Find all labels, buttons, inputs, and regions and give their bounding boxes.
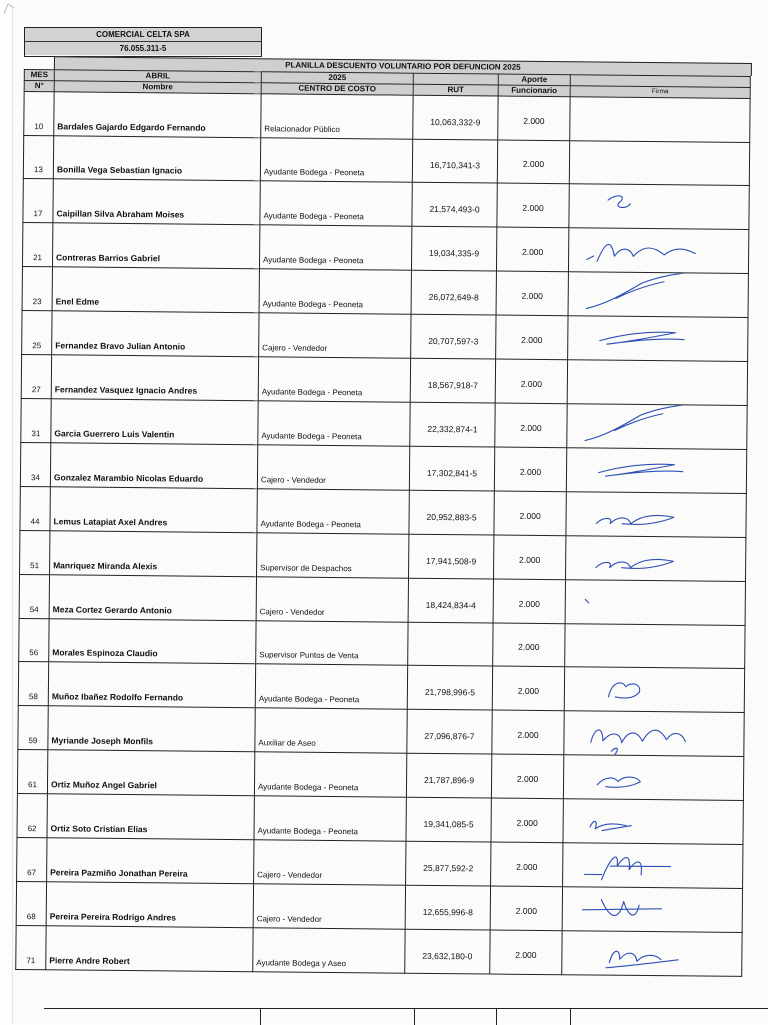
table-row <box>20 442 746 493</box>
contribution-amount: 2.000 <box>495 403 567 448</box>
row-number: 23 <box>22 266 52 310</box>
contribution-amount: 2.000 <box>498 96 570 140</box>
contribution-amount: 2.000 <box>491 754 563 799</box>
signature-cell[interactable] <box>563 755 743 801</box>
employee-name: Bonilla Vega Sebastian Ignacio <box>53 135 260 180</box>
signature-stroke <box>591 730 686 756</box>
employee-rut: 27,096,876-7 <box>407 709 492 754</box>
deduction-table <box>15 69 751 977</box>
signature-stroke <box>584 857 670 881</box>
employee-name: Morales Espinoza Claudio <box>49 618 256 663</box>
contribution-amount: 2.000 <box>496 271 568 316</box>
contribution-amount: 2.000 <box>495 359 567 403</box>
deduction-sheet <box>15 56 750 977</box>
signature-cell[interactable] <box>567 403 747 449</box>
employee-rut: 16,710,341-3 <box>412 139 497 183</box>
signature-cell[interactable] <box>565 623 745 668</box>
employee-name: Meza Cortez Gerardo Antonio <box>49 574 256 620</box>
cost-center: Ayudante Bodega - Peoneta <box>259 225 411 270</box>
signature-cell[interactable] <box>564 667 744 713</box>
row-number: 34 <box>20 442 50 486</box>
cost-center: Relacionador Público <box>261 94 413 139</box>
signature-cell[interactable] <box>568 228 748 274</box>
handwritten-signature <box>569 228 749 273</box>
header-mes: MES <box>24 70 54 81</box>
row-number: 59 <box>18 705 48 749</box>
cost-center: Ayudante Bodega - Peoneta <box>254 796 406 841</box>
employee-rut <box>408 622 493 666</box>
table-row <box>24 92 750 142</box>
signature-stroke <box>585 599 588 602</box>
signature-stroke <box>596 514 673 524</box>
header-blank <box>413 73 498 85</box>
employee-rut: 12,655,996-8 <box>405 885 490 930</box>
signature-cell[interactable] <box>570 97 750 142</box>
contribution-amount: 2.000 <box>490 886 562 931</box>
employee-rut: 22,332,874-1 <box>410 402 495 447</box>
employee-name: Caipillan Silva Abraham Moises <box>53 179 260 225</box>
table-row <box>18 661 744 712</box>
row-number: 71 <box>16 925 46 969</box>
employee-name: Gonzalez Marambio Nicolas Eduardo <box>50 442 257 488</box>
row-number: 17 <box>23 178 53 222</box>
table-row <box>21 398 747 449</box>
header-nombre: Nombre <box>54 81 261 94</box>
signature-stroke <box>608 196 630 208</box>
handwritten-signature <box>563 887 743 932</box>
signature-stroke <box>608 683 639 698</box>
cost-center: Ayudante Bodega - Peoneta <box>258 357 410 402</box>
table-row <box>19 618 745 668</box>
header-firma: Firma <box>570 86 750 99</box>
row-number: 68 <box>16 881 46 925</box>
handwritten-signature <box>564 711 744 756</box>
employee-rut: 26,072,649-8 <box>411 270 496 315</box>
signature-stroke <box>600 332 684 345</box>
employee-name: Bardales Gajardo Edgardo Fernando <box>54 92 261 137</box>
contribution-amount: 2.000 <box>491 842 563 887</box>
row-number: 21 <box>22 222 52 266</box>
cost-center: Ayudante Bodega - Peoneta <box>260 137 412 182</box>
header-funcionario: Funcionario <box>498 85 570 97</box>
row-number: 44 <box>20 486 50 530</box>
employee-rut: 18,567,918-7 <box>410 358 495 402</box>
employee-name: Myriande Joseph Monfils <box>48 706 255 752</box>
employee-name: Contreras Barrios Gabriel <box>52 223 259 269</box>
employee-name: Ortiz Soto Cristian Elias <box>47 794 254 840</box>
table-row <box>17 749 743 800</box>
employee-rut: 25,877,592-2 <box>406 841 491 886</box>
employee-rut: 17,941,508-9 <box>409 534 494 579</box>
signature-stroke <box>582 899 661 916</box>
signature-stroke <box>587 244 696 262</box>
handwritten-signature <box>564 755 744 800</box>
employee-name: Ortiz Muñoz Angel Gabriel <box>47 750 254 796</box>
signature-cell[interactable] <box>566 447 746 493</box>
signature-stroke <box>597 777 640 788</box>
contribution-amount: 2.000 <box>493 623 565 667</box>
employee-rut: 18,424,834-4 <box>408 578 493 623</box>
table-row <box>22 310 748 361</box>
header-month: ABRIL <box>54 70 261 83</box>
handwritten-signature <box>567 448 747 493</box>
employee-rut: 21,574,493-0 <box>412 182 497 227</box>
company-name: COMERCIAL CELTA SPA <box>25 28 261 41</box>
employee-rut: 19,341,085-5 <box>406 797 491 842</box>
handwritten-signature <box>563 799 743 844</box>
contribution-amount: 2.000 <box>497 183 569 228</box>
handwritten-signature <box>569 184 749 229</box>
employee-name: Enel Edme <box>52 267 259 313</box>
handwritten-signature <box>565 667 745 712</box>
signature-stroke <box>599 463 683 476</box>
row-number: 62 <box>17 793 47 837</box>
signature-stroke <box>585 404 709 441</box>
contribution-amount: 2.000 <box>496 315 568 360</box>
signature-cell[interactable] <box>564 711 744 757</box>
employee-name: Pereira Pazmiño Jonathan Pereira <box>47 838 254 884</box>
contribution-amount: 2.000 <box>497 140 569 184</box>
signature-cell[interactable] <box>565 579 745 625</box>
contribution-amount: 2.000 <box>494 535 566 580</box>
cost-center: Ayudante Bodega - Peoneta <box>260 181 412 226</box>
handwritten-signature <box>568 316 748 361</box>
handwritten-signature <box>569 272 749 317</box>
signature-cell[interactable] <box>567 360 747 405</box>
employee-name: Lemus Latapiat Axel Andres <box>50 486 257 532</box>
employee-name: Muñoz Ibañez Rodolfo Fernando <box>48 662 255 708</box>
signature-stroke <box>596 558 673 568</box>
table-row <box>17 793 743 844</box>
table-row <box>22 266 748 317</box>
signature-cell[interactable] <box>566 535 746 581</box>
employee-rut: 21,787,896-9 <box>406 753 491 798</box>
cost-center: Cajero - Vendedor <box>257 444 409 489</box>
cost-center: Cajero - Vendedor <box>256 576 408 621</box>
contribution-amount: 2.000 <box>490 930 562 975</box>
employee-name: Garcia Guerrero Luis Valentin <box>51 398 258 444</box>
cost-center: Ayudante Bodega - Peoneta <box>257 488 409 533</box>
row-number: 58 <box>18 661 48 705</box>
contribution-amount: 2.000 <box>494 491 566 536</box>
cost-center: Ayudante Bodega - Peoneta <box>255 664 407 709</box>
signature-stroke <box>586 272 710 309</box>
signature-cell[interactable] <box>562 887 742 933</box>
handwritten-signature <box>566 580 746 625</box>
cost-center: Auxiliar de Aseo <box>255 708 407 753</box>
row-number: 67 <box>17 837 47 881</box>
cost-center: Ayudante Bodega - Peoneta <box>258 400 410 445</box>
handwritten-signature <box>566 492 746 537</box>
table-row <box>23 178 749 229</box>
row-number: 27 <box>21 354 51 398</box>
employee-name: Fernandez Vasquez Ignacio Andres <box>51 355 258 400</box>
cost-center: Supervisor Puntos de Venta <box>256 620 408 665</box>
row-number: 54 <box>19 574 49 618</box>
signature-cell[interactable] <box>568 316 748 362</box>
row-number: 56 <box>19 618 49 662</box>
contribution-amount: 2.000 <box>493 579 565 624</box>
employee-rut: 23,632,180-0 <box>405 929 490 974</box>
table-row <box>17 837 743 888</box>
employee-rut: 17,302,841-5 <box>409 446 494 491</box>
row-number: 25 <box>22 310 52 354</box>
employee-rut: 10,063,332-9 <box>413 95 498 139</box>
cost-center: Cajero - Vendedor <box>254 840 406 885</box>
row-number: 61 <box>17 749 47 793</box>
row-number: 13 <box>23 135 53 179</box>
handwritten-signature <box>562 931 742 976</box>
header-centro: CENTRO DE COSTO <box>261 83 413 95</box>
signature-stroke <box>606 951 678 968</box>
table-row <box>20 486 746 537</box>
cost-center: Ayudante Bodega - Peoneta <box>254 752 406 797</box>
cost-center: Ayudante Bodega y Aseo <box>253 928 405 973</box>
contribution-amount: 2.000 <box>492 710 564 755</box>
signature-cell[interactable] <box>569 140 749 185</box>
cost-center: Supervisor de Despachos <box>257 532 409 577</box>
header-rut: RUT <box>413 84 498 96</box>
signature-cell[interactable] <box>568 272 748 318</box>
table-row <box>16 925 742 976</box>
sheet-title: PLANILLA DESCUENTO VOLUNTARIO POR DEFUNCION 2025 <box>54 56 752 76</box>
table-row <box>16 881 742 932</box>
company-box <box>24 27 262 57</box>
signature-cell[interactable] <box>562 931 742 977</box>
employee-name: Manriquez Miranda Alexis <box>50 530 257 576</box>
company-rut: 76.055.311-5 <box>25 41 261 55</box>
table-row <box>21 354 747 404</box>
employee-rut: 20,952,883-5 <box>409 490 494 535</box>
signature-stroke <box>590 821 631 830</box>
signature-cell[interactable] <box>569 184 749 230</box>
table-row <box>23 135 749 185</box>
employee-name: Pereira Pereira Rodrigo Andres <box>46 882 253 928</box>
contribution-amount: 2.000 <box>496 227 568 272</box>
staple-mark-icon <box>2 2 18 16</box>
employee-name: Pierre Andre Robert <box>46 926 253 972</box>
employee-rut: 19,034,335-9 <box>411 226 496 271</box>
employee-name: Fernandez Bravo Julian Antonio <box>52 311 259 357</box>
table-row <box>19 574 745 625</box>
table-row <box>20 530 746 581</box>
table-body <box>16 92 750 977</box>
cost-center: Cajero - Vendedor <box>253 884 405 929</box>
cost-center: Cajero - Vendedor <box>259 313 411 358</box>
employee-rut: 20,707,597-3 <box>411 314 496 359</box>
table-row <box>18 705 744 756</box>
next-table-edge <box>44 1008 768 1025</box>
handwritten-signature <box>563 843 743 888</box>
header-aporte: Aporte <box>498 74 570 86</box>
cost-center: Ayudante Bodega - Peoneta <box>259 269 411 314</box>
signature-cell[interactable] <box>563 799 743 845</box>
row-number: 10 <box>24 92 54 136</box>
contribution-amount: 2.000 <box>494 447 566 492</box>
handwritten-signature <box>567 404 747 449</box>
employee-rut: 21,798,996-5 <box>407 665 492 710</box>
contribution-amount: 2.000 <box>491 798 563 843</box>
table-row <box>22 222 748 273</box>
contribution-amount: 2.000 <box>492 666 564 711</box>
header-year: 2025 <box>261 72 413 84</box>
signature-cell[interactable] <box>563 843 743 889</box>
row-number: 31 <box>21 398 51 442</box>
row-number: 51 <box>20 530 50 574</box>
handwritten-signature <box>566 536 746 581</box>
signature-cell[interactable] <box>566 491 746 537</box>
header-n: N° <box>24 81 54 92</box>
